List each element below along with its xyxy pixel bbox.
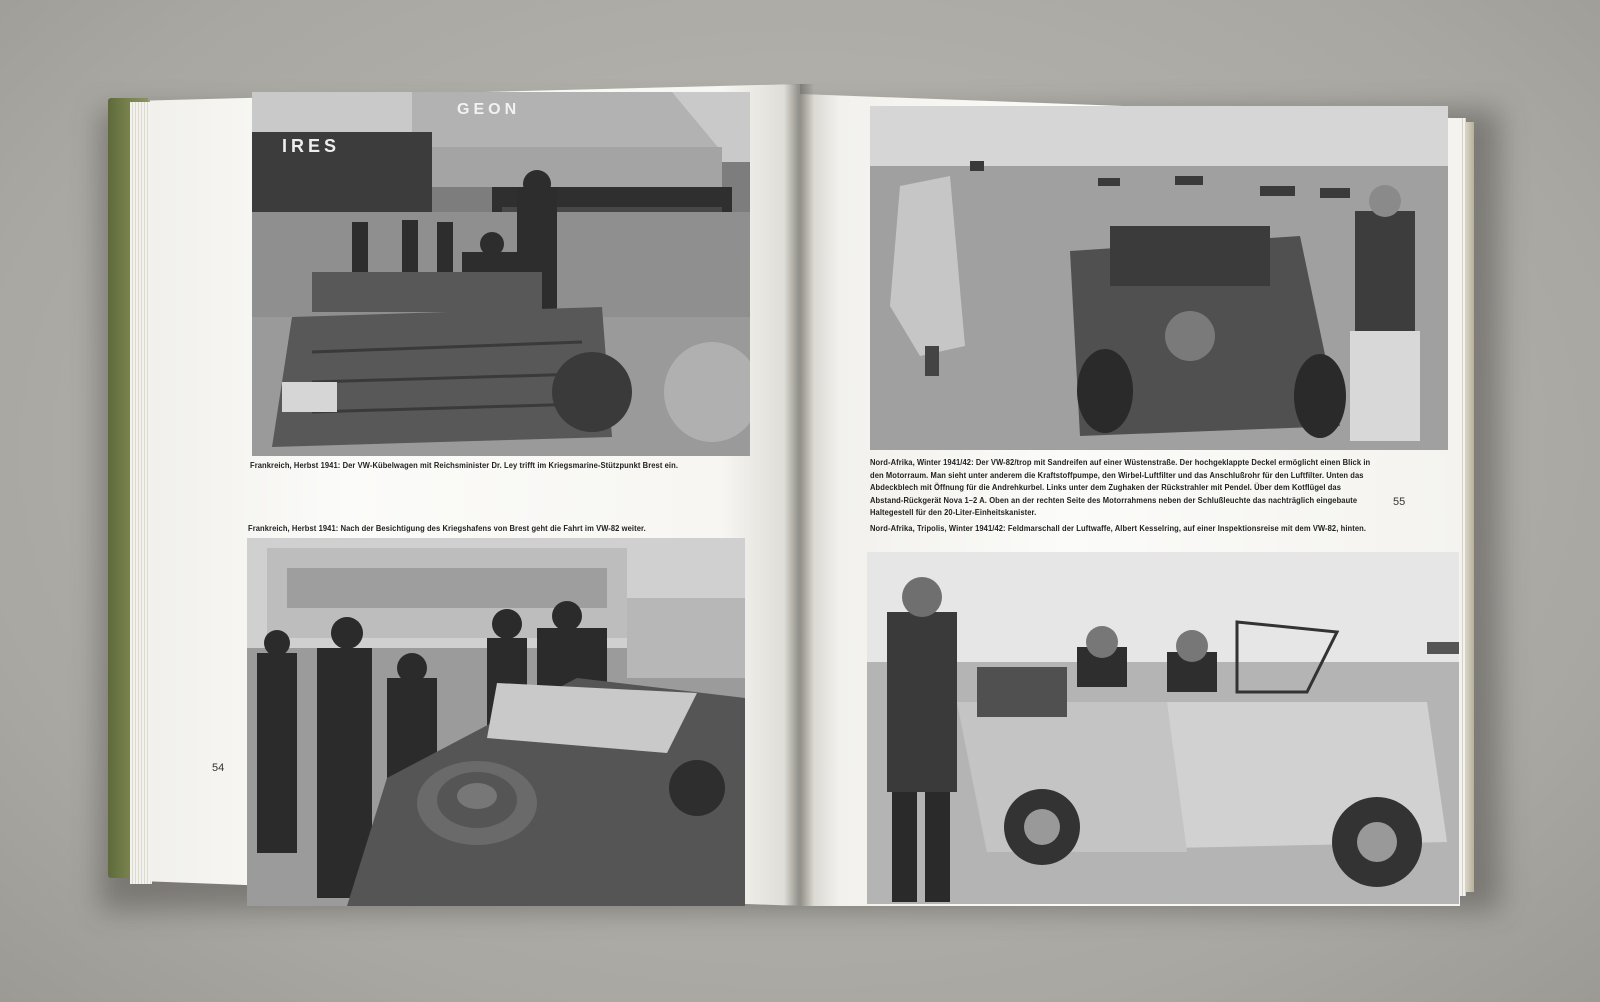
caption-left-top: Frankreich, Herbst 1941: Der VW-Kübelwagen mit Reichsminister Dr. Ley trifft im Kriegsmarine-Stützpunkt Brest ein. — [250, 460, 679, 470]
photo-north-africa-desert — [870, 106, 1448, 450]
station-sign-lower: IRES — [282, 136, 341, 156]
caption-right-bottom: Nord-Afrika, Tripolis, Winter 1941/42: Feldmarschall der Luftwaffe, Albert Kesselring, auf einer Inspektionsreise mit dem VW-82, hinten. — [870, 523, 1367, 533]
page-number-right: 55 — [1393, 496, 1406, 508]
station-sign-upper: GEON — [457, 101, 521, 118]
caption-left-bottom: Frankreich, Herbst 1941: Nach der Besichtigung des Kriegshafens von Brest geht die Fahrt im VW-82 weiter. — [248, 523, 646, 533]
caption-right-top: Nord-Afrika, Winter 1941/42: Der VW-82/trop mit Sandreifen auf einer Wüstenstraße. Der hochgeklappte Deckel ermöglicht einen Blick in den Motorraum. Man sieht unter anderem die Kraftstoffpumpe, den Wirbel-Luftfilter und das Anschlußrohr für den Luftfilter. Unten das Abdeckblech mit Öffnung für die Andrehkurbel. Links unter dem Zughaken der Rückstrahler mit Pendel. Über dem Kotflügel das Abstand-Rückgerät Nova 1–2 A. Oben an der rechten Seite des Motorrahmens neben der Schlußleuchte das nachträglich eingebaute Haltegestell für den 20-Liter-Einheitskanister. — [870, 457, 1371, 518]
page-number-left: 54 — [212, 762, 225, 774]
photo-brest-arrival — [252, 92, 750, 456]
book-gutter — [784, 84, 814, 906]
page-edges-left — [130, 102, 152, 884]
photo-tripolis-kesselring — [867, 552, 1459, 904]
photo-brest-harbour-departure — [247, 538, 745, 906]
